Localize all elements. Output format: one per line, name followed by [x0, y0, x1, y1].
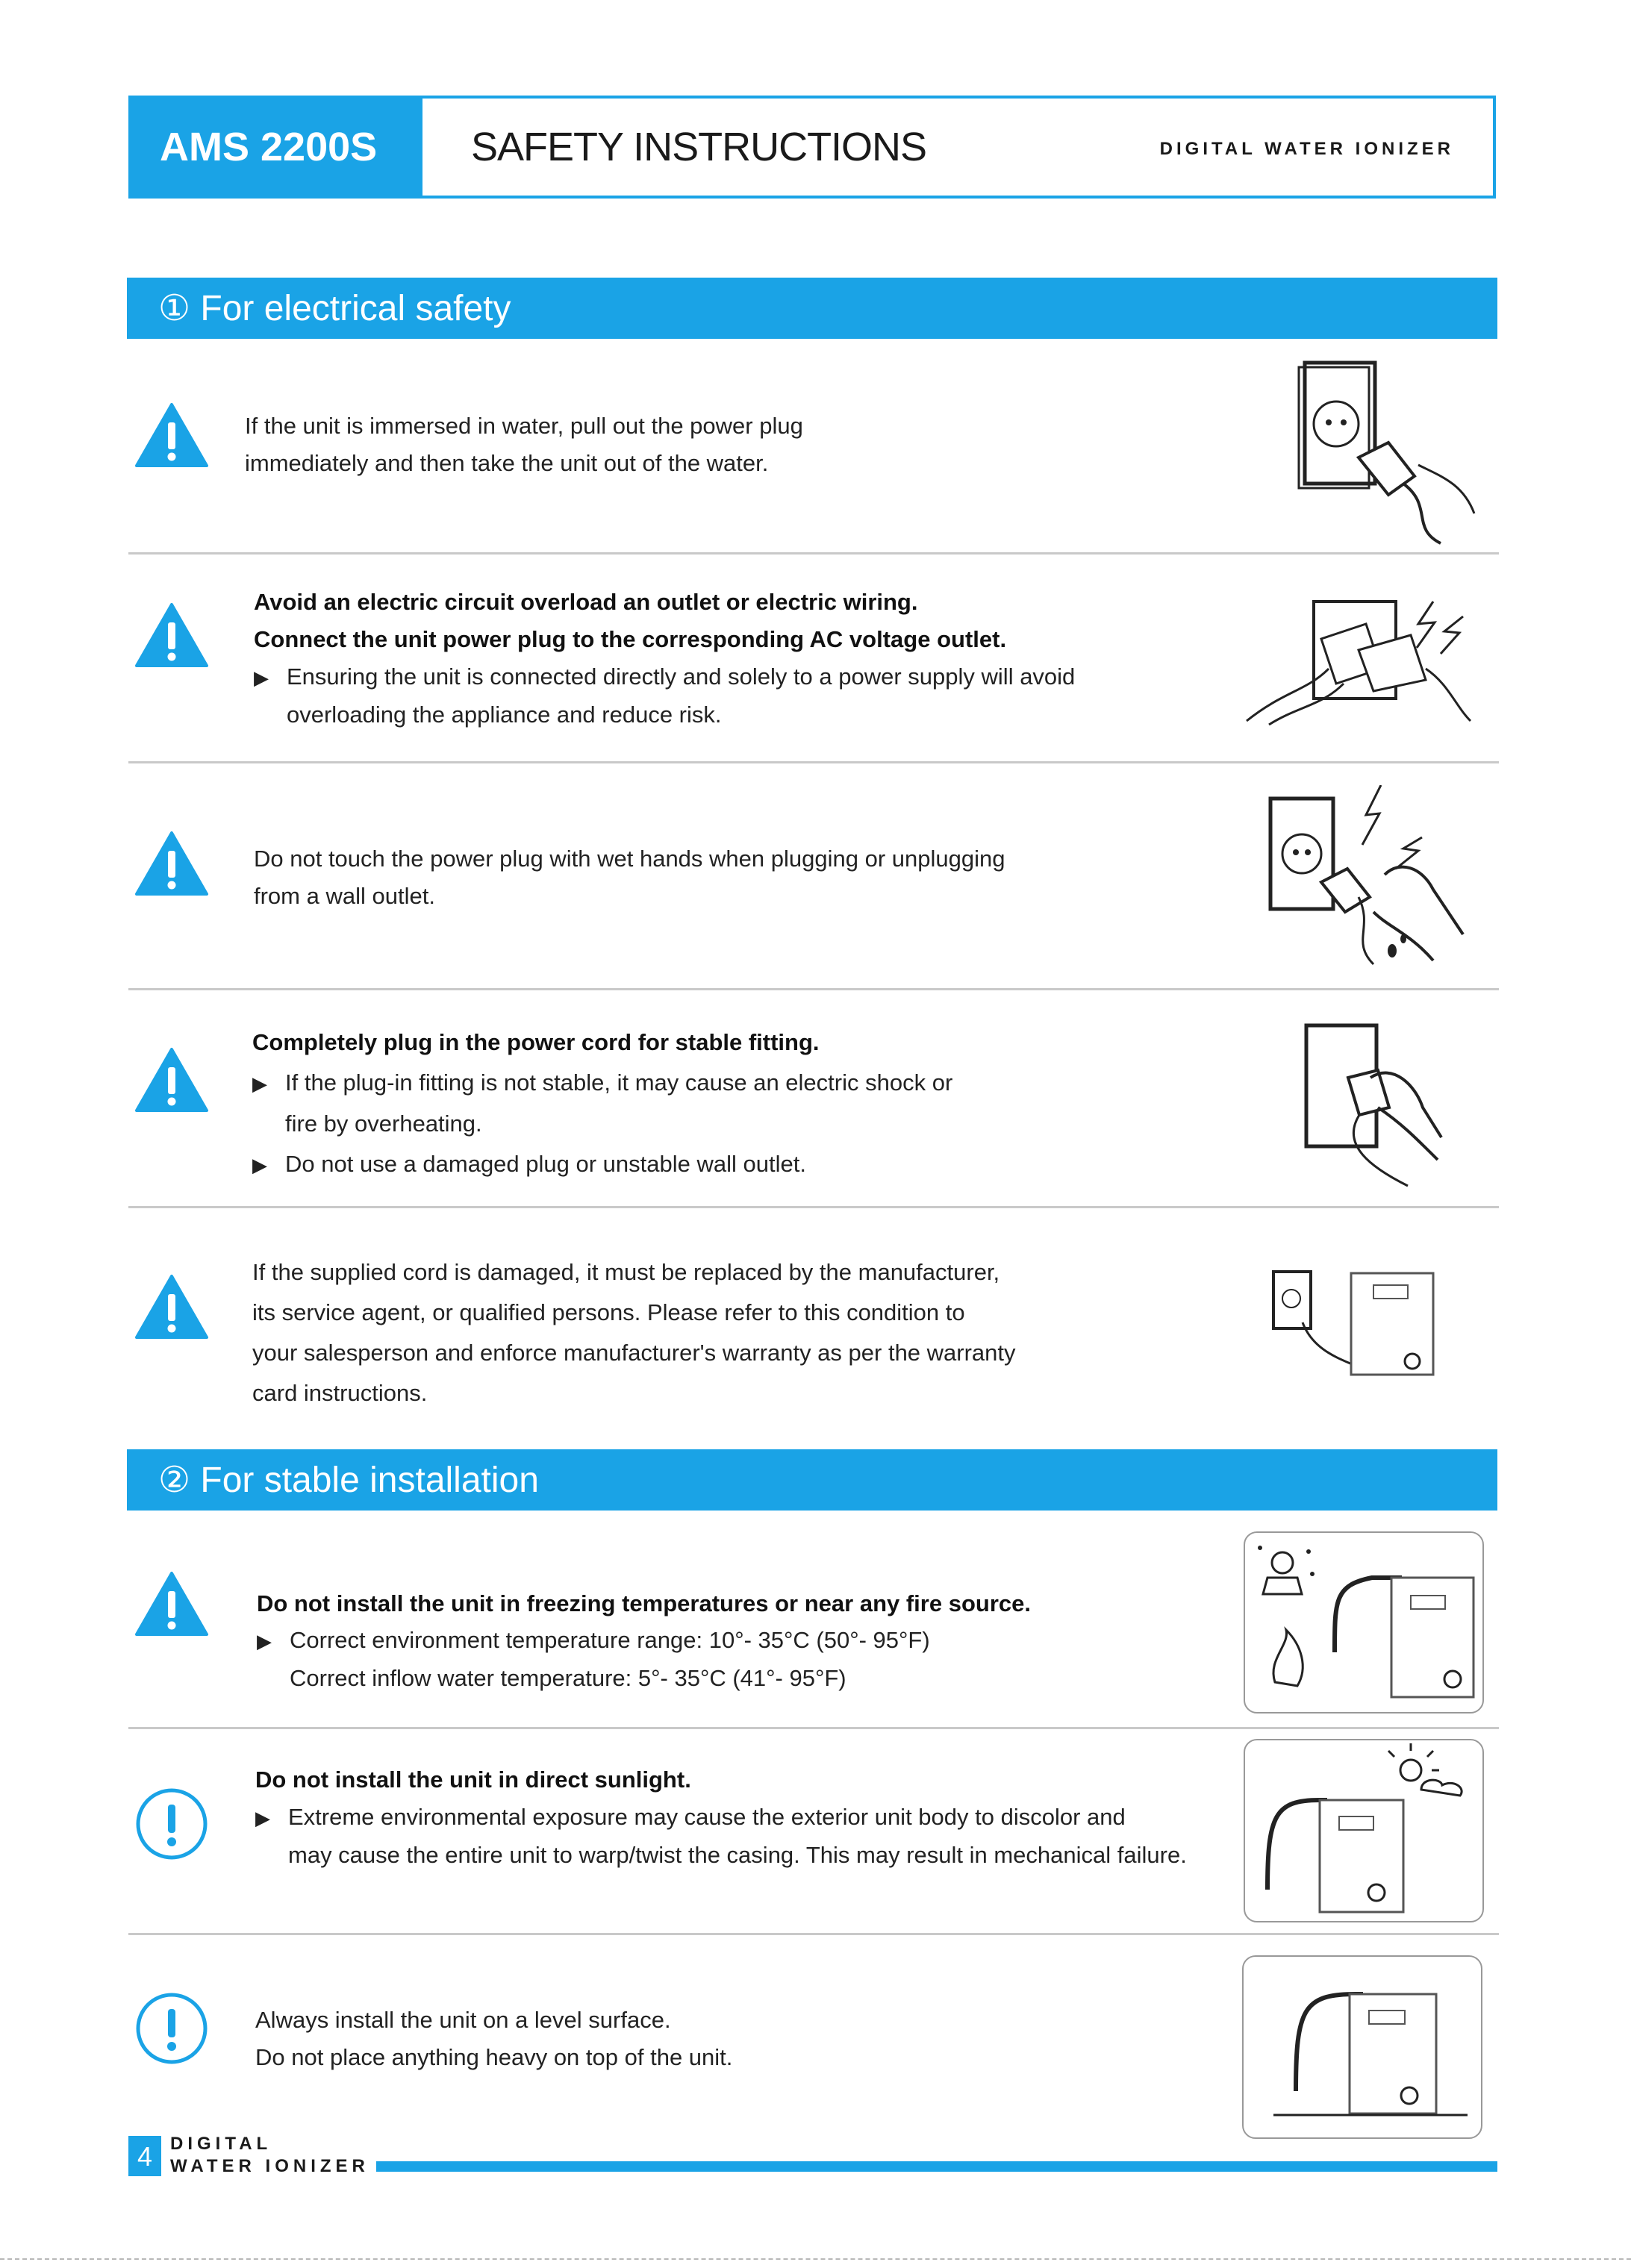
caution-circle-icon: [134, 1991, 209, 2066]
section-heading-installation: ② For stable installation: [127, 1449, 1497, 1511]
model-name: AMS 2200S: [131, 99, 422, 196]
plug-outlet-illustration: [1291, 357, 1500, 552]
warning-triangle-icon: [134, 402, 209, 469]
hand-plugging-cord-illustration: [1296, 1018, 1445, 1191]
instruction-text: Do not install the unit in direct sunlight. ▶ Extreme environmental exposure may cause the exterior unit body to discolor and may cause the entire unit to warp/twist the casing. This may result in mechanical failure.: [255, 1766, 1187, 1868]
bullet-arrow-icon: ▶: [252, 1154, 267, 1176]
warning-triangle-icon: [134, 1273, 209, 1340]
footer-accent-line: [376, 2161, 1497, 2172]
instruction-text: Avoid an electric circuit overload an outlet or electric wiring. Connect the unit power plug to the corresponding AC voltage outlet. ▶ Ensuring the unit is connected directly and solely to a power supply will avoid overloading the appliance and reduce risk.: [254, 589, 1076, 728]
footer-brand: DIGITAL WATER IONIZER: [170, 2134, 369, 2176]
wet-hands-plug-illustration: [1262, 785, 1478, 969]
instruction-text: If the supplied cord is damaged, it must be replaced by the manufacturer, its service agent, or qualified persons. Please refer to this condition to your salesperson and enforce manufacturer's warranty as per the warranty card instructions.: [252, 1259, 1016, 1406]
row-divider: [128, 1933, 1499, 1935]
page-title: SAFETY INSTRUCTIONS: [471, 125, 927, 169]
warning-triangle-icon: [134, 830, 209, 897]
warning-triangle-icon: [134, 1046, 209, 1113]
bullet-arrow-icon: ▶: [254, 666, 269, 689]
row-divider: [128, 552, 1499, 554]
page-number: 4: [128, 2136, 161, 2176]
overloaded-outlet-illustration: [1239, 579, 1478, 728]
instruction-text: Do not install the unit in freezing temperatures or near any fire source. ▶ Correct environment temperature range: 10°- 35°C (50°- 95°F) Correct inflow water temperature: 5°- 35°C (41°- 95°F): [257, 1590, 1031, 1691]
bullet-arrow-icon: ▶: [257, 1630, 272, 1652]
row-divider: [128, 1727, 1499, 1729]
page-header: [128, 96, 1496, 199]
cord-to-ionizer-illustration: [1269, 1263, 1441, 1382]
row-divider: [128, 1206, 1499, 1208]
instruction-text: Do not touch the power plug with wet hands when plugging or unplugging from a wall outlet.: [254, 846, 1005, 909]
bullet-arrow-icon: ▶: [252, 1072, 267, 1095]
instruction-text: Always install the unit on a level surface. Do not place anything heavy on top of the unit.: [255, 2007, 733, 2070]
page-bottom-rule: [0, 2258, 1631, 2260]
level-surface-illustration: [1242, 1955, 1482, 2139]
instruction-text: Completely plug in the power cord for stable fitting. ▶ If the plug-in fitting is not stable, it may cause an electric shock or fire by overheating. ▶ Do not use a damaged plug or unstable wall outlet.: [252, 1022, 952, 1185]
warning-triangle-icon: [134, 602, 209, 669]
instruction-text: If the unit is immersed in water, pull out the power plug immediately and then take the unit out of the water.: [245, 413, 803, 476]
row-divider: [128, 988, 1499, 990]
caution-circle-icon: [134, 1787, 209, 1861]
freezing-fire-illustration: [1244, 1531, 1484, 1714]
bullet-arrow-icon: ▶: [255, 1807, 270, 1829]
section-heading-electrical: ① For electrical safety: [127, 278, 1497, 339]
warning-triangle-icon: [134, 1570, 209, 1637]
page-subtitle: DIGITAL WATER IONIZER: [1159, 139, 1454, 159]
sunlight-illustration: [1244, 1739, 1484, 1922]
row-divider: [128, 761, 1499, 763]
